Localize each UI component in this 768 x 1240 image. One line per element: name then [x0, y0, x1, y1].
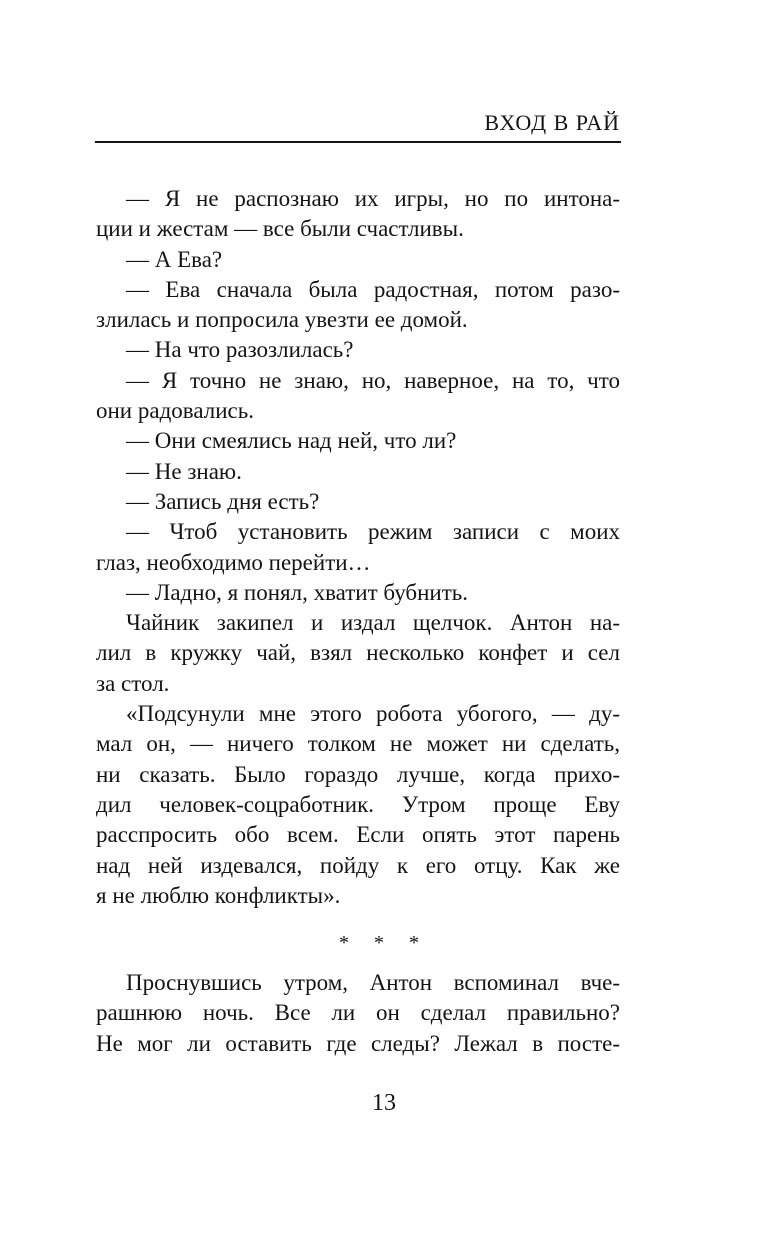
text-line: они радовались.: [96, 398, 254, 424]
text-line: «Подсунули мне этого робота убогого, — ду-: [126, 701, 620, 727]
text-line: над ней издевался, пойду к его отцу. Как же: [96, 852, 620, 878]
header-rule: [95, 141, 621, 143]
text-line: — Они смеялись над ней, что ли?: [126, 428, 457, 454]
section-separator: * * *: [339, 932, 429, 954]
text-line: ции и жестам — все были счастливы.: [96, 216, 464, 242]
text-line: глаз, необходимо перейти…: [96, 549, 371, 575]
text-line: дил человек-соцработник. Утром проще Еву: [96, 791, 620, 817]
text-line: — Я не распознаю их игры, но по интона-: [126, 186, 620, 211]
text-line: я не люблю конфликты».: [96, 882, 341, 908]
text-line: — Запись дня есть?: [126, 488, 320, 514]
text-line: расспросить обо всем. Если опять этот парень: [96, 822, 620, 848]
text-line: — Не знаю.: [126, 458, 242, 484]
text-line: — Я точно не знаю, но, наверное, на то, что: [126, 367, 620, 393]
text-line: лил в кружку чай, взял несколько конфет и сел: [96, 640, 620, 666]
text-line: мал он, — ничего толком не может ни сделать,: [96, 731, 620, 757]
text-line: — Ева сначала была радостная, потом разо-: [126, 276, 620, 302]
text-line: злилась и попросила увезти ее домой.: [96, 307, 468, 333]
text-line: Проснувшись утром, Антон вспоминал вче-: [126, 970, 620, 995]
text-line: ни сказать. Было гораздо лучше, когда прихо-: [96, 761, 620, 787]
body-text-section-1: [96, 184, 620, 911]
page-number: 13: [372, 1090, 396, 1116]
text-line: — Ладно, я понял, хватит бубнить.: [126, 579, 469, 605]
text-line: Не мог ли оставить где следы? Лежал в посте-: [96, 1030, 620, 1056]
body-text-section-2: [96, 968, 620, 1059]
text-line: — На что разозлилась?: [126, 337, 354, 363]
text-line: — Чтоб установить режим записи с моих: [126, 519, 620, 545]
text-line: Чайник закипел и издал щелчок. Антон на-: [126, 610, 620, 636]
text-line: рашнюю ночь. Все ли он сделал правильно?: [96, 1000, 620, 1026]
running-header-title: ВХОД В РАЙ: [484, 110, 620, 135]
text-line: за стол.: [96, 670, 170, 696]
text-line: — А Ева?: [126, 246, 223, 272]
